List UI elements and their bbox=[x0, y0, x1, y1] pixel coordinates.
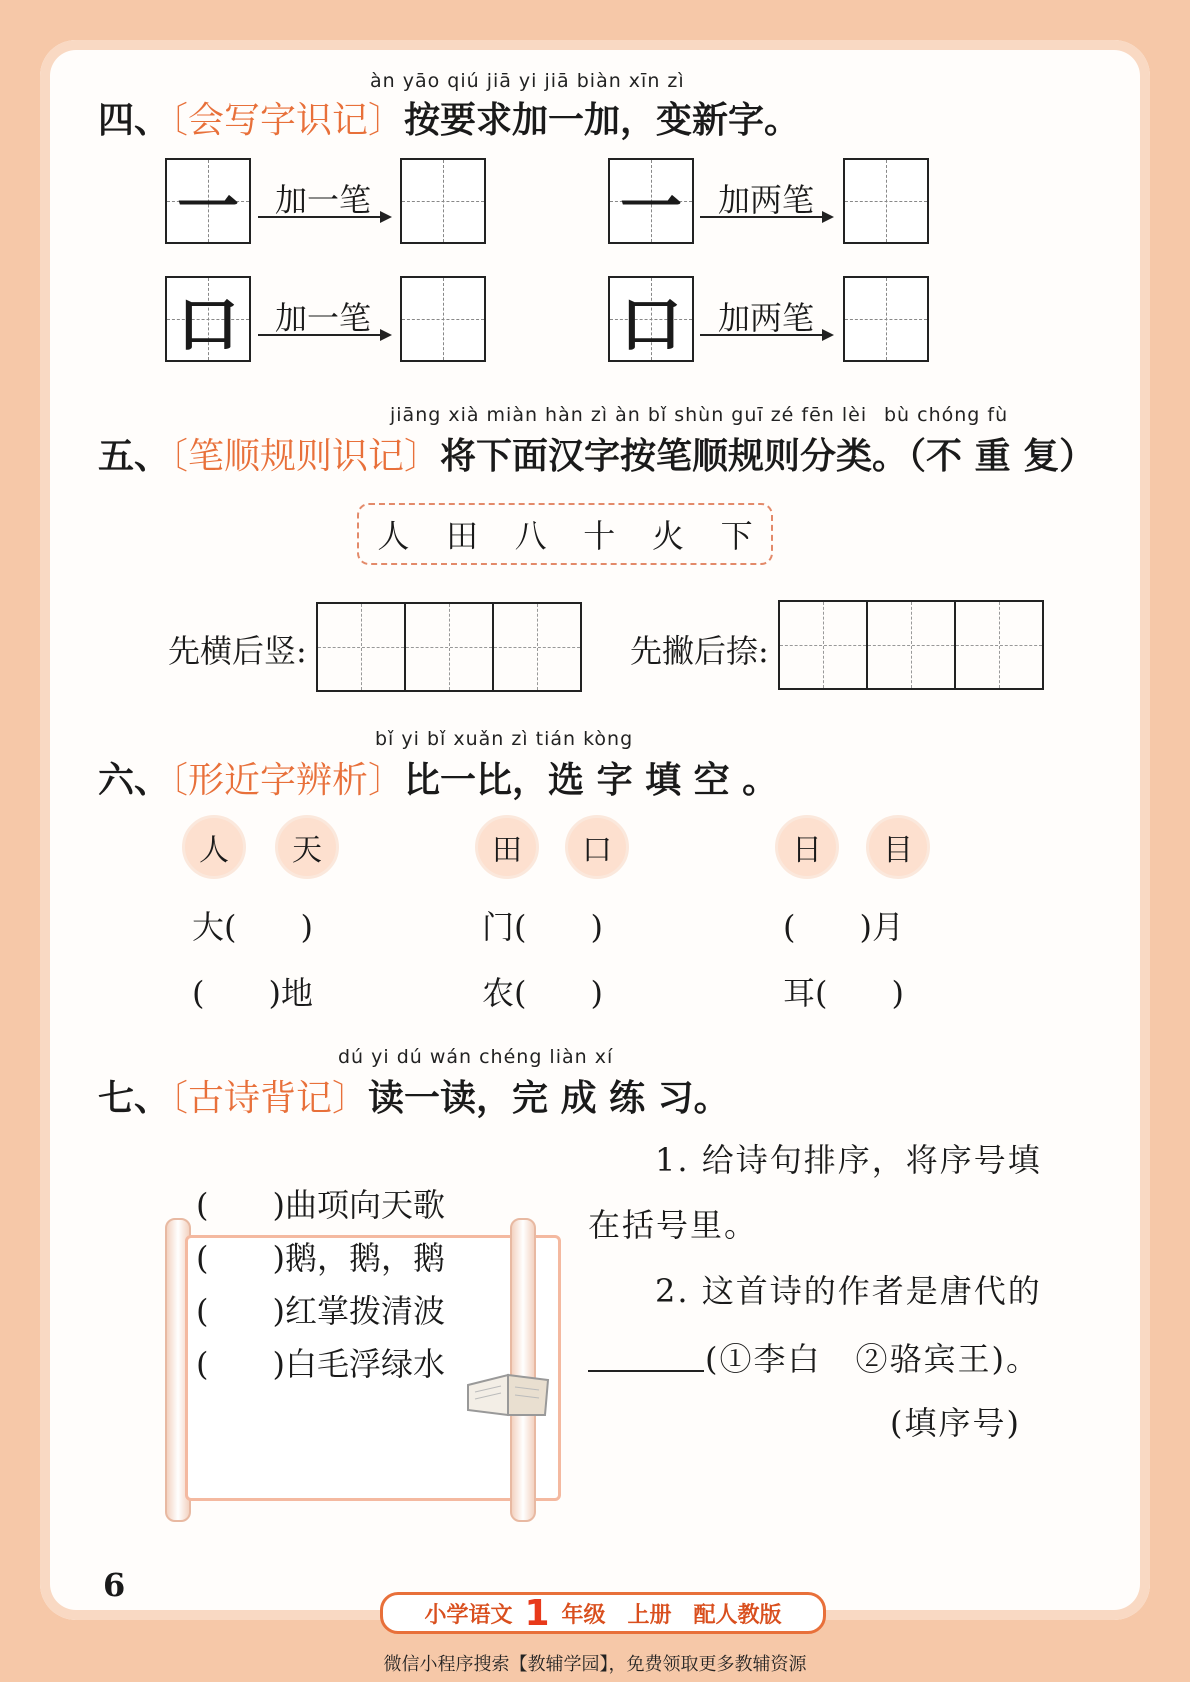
s7-heading bbox=[98, 1070, 730, 1121]
s6-fill-blank[interactable]: 耳( ) bbox=[783, 974, 904, 1012]
footer-banner bbox=[380, 1592, 826, 1634]
footer-grade: 1 bbox=[524, 1592, 550, 1634]
s7-answer-blank[interactable] bbox=[588, 1370, 704, 1372]
s5-number: 五、 bbox=[98, 436, 171, 477]
s4-label-2: 加两笔 bbox=[718, 181, 815, 219]
s6-heading bbox=[98, 752, 778, 803]
s6-fill-blank[interactable]: 门( ) bbox=[482, 908, 603, 946]
s5-grid-b[interactable] bbox=[778, 600, 1044, 690]
grid-cell[interactable] bbox=[956, 602, 1042, 688]
s5-instruction: 将下面汉字按笔顺规则分类。（不 重 复） bbox=[440, 436, 1096, 477]
s7-question-1a: 1. 给诗句排序，将序号填 bbox=[655, 1141, 1042, 1179]
arrow-icon bbox=[700, 334, 832, 336]
s5-pinyin-1: jiāng xià miàn hàn zì àn bǐ shùn guī zé fēn lèi bbox=[390, 404, 868, 426]
s6-choice-circle: 口 bbox=[565, 815, 629, 879]
grid-cell[interactable] bbox=[406, 604, 494, 690]
s4-answer-box-3[interactable] bbox=[400, 276, 486, 362]
s4-heading bbox=[98, 92, 800, 143]
s4-source-box-1: 一 bbox=[165, 158, 251, 244]
s4-answer-box-1[interactable] bbox=[400, 158, 486, 244]
s4-source-box-3: 口 bbox=[165, 276, 251, 362]
s7-pinyin: dú yi dú wán chéng liàn xí bbox=[338, 1046, 614, 1068]
grid-cell[interactable] bbox=[780, 602, 868, 688]
poem-line[interactable]: ( )曲项向天歌 bbox=[196, 1186, 445, 1224]
arrow-icon bbox=[258, 216, 390, 218]
s4-pinyin: àn yāo qiú jiā yi jiā biàn xīn zì bbox=[370, 70, 685, 92]
s4-answer-box-4[interactable] bbox=[843, 276, 929, 362]
s6-choice-circle: 目 bbox=[866, 815, 930, 879]
grid-cell[interactable] bbox=[318, 604, 406, 690]
s6-fill-blank[interactable]: ( )月 bbox=[783, 908, 904, 946]
page-number: 6 bbox=[103, 1566, 126, 1604]
s4-source-box-2: 一 bbox=[608, 158, 694, 244]
s7-question-2c: (填序号) bbox=[890, 1404, 1021, 1442]
s5-char: 八 bbox=[514, 517, 547, 555]
s6-instruction: 比一比，选 字 填 空 。 bbox=[404, 760, 779, 801]
s4-number: 四、 bbox=[98, 100, 171, 141]
s5-char: 下 bbox=[720, 517, 753, 555]
poem-line[interactable]: ( )红掌拨清波 bbox=[196, 1292, 445, 1330]
watermark: 微信小程序搜索【教辅学园】，免费领取更多教辅资源 bbox=[383, 1654, 807, 1675]
s6-choice-circle: 天 bbox=[275, 815, 339, 879]
poem-line[interactable]: ( )白毛浮绿水 bbox=[196, 1345, 445, 1383]
s5-pinyin-2: bù chóng fù bbox=[884, 404, 1009, 426]
footer-subject: 小学语文 bbox=[424, 1602, 513, 1628]
s6-choice-circle: 日 bbox=[775, 815, 839, 879]
s6-fill-blank[interactable]: ( )地 bbox=[192, 974, 313, 1012]
poem-line[interactable]: ( )鹅，鹅，鹅 bbox=[196, 1239, 445, 1277]
s4-answer-box-2[interactable] bbox=[843, 158, 929, 244]
s5-label-a: 先横后竖: bbox=[168, 632, 307, 670]
s4-instruction: 按要求加一加，变新字。 bbox=[404, 100, 801, 141]
s4-label-4: 加两笔 bbox=[718, 299, 815, 337]
s4-source-box-4: 口 bbox=[608, 276, 694, 362]
s5-char: 人 bbox=[377, 517, 410, 555]
s6-choice-circle: 田 bbox=[475, 815, 539, 879]
s7-instruction: 读一读，完 成 练 习。 bbox=[368, 1078, 730, 1119]
s5-grid-a[interactable] bbox=[316, 602, 582, 692]
s6-fill-blank[interactable]: 大( ) bbox=[192, 908, 313, 946]
s5-char-box bbox=[357, 503, 773, 565]
grid-cell[interactable] bbox=[868, 602, 956, 688]
s5-char: 火 bbox=[651, 517, 684, 555]
s6-choice-circle: 人 bbox=[182, 815, 246, 879]
s6-number: 六、 bbox=[98, 760, 171, 801]
s7-question-2b: (①李白 ②骆宾王)。 bbox=[705, 1340, 1040, 1378]
s6-tag: 〔形近字辨析〕 bbox=[170, 760, 405, 801]
s5-char: 田 bbox=[445, 517, 478, 555]
arrow-icon bbox=[700, 216, 832, 218]
s4-tag: 〔会写字识记〕 bbox=[170, 100, 405, 141]
s5-char: 十 bbox=[583, 517, 616, 555]
footer-edition: 年级 上册 配人教版 bbox=[561, 1602, 782, 1628]
s4-label-1: 加一笔 bbox=[275, 181, 372, 219]
s7-question-1b: 在括号里。 bbox=[588, 1206, 759, 1244]
s7-question-2a: 2. 这首诗的作者是唐代的 bbox=[655, 1272, 1042, 1310]
s6-pinyin: bǐ yi bǐ xuǎn zì tián kòng bbox=[375, 728, 634, 750]
arrow-icon bbox=[258, 334, 390, 336]
book-icon bbox=[463, 1365, 553, 1420]
s7-tag: 〔古诗背记〕 bbox=[170, 1078, 369, 1119]
s7-number: 七、 bbox=[98, 1078, 171, 1119]
s4-label-3: 加一笔 bbox=[275, 299, 372, 337]
s5-heading bbox=[98, 428, 1095, 479]
s5-label-b: 先撇后捺: bbox=[630, 632, 769, 670]
s6-fill-blank[interactable]: 农( ) bbox=[482, 974, 603, 1012]
s5-tag: 〔笔顺规则识记〕 bbox=[170, 436, 441, 477]
grid-cell[interactable] bbox=[494, 604, 580, 690]
